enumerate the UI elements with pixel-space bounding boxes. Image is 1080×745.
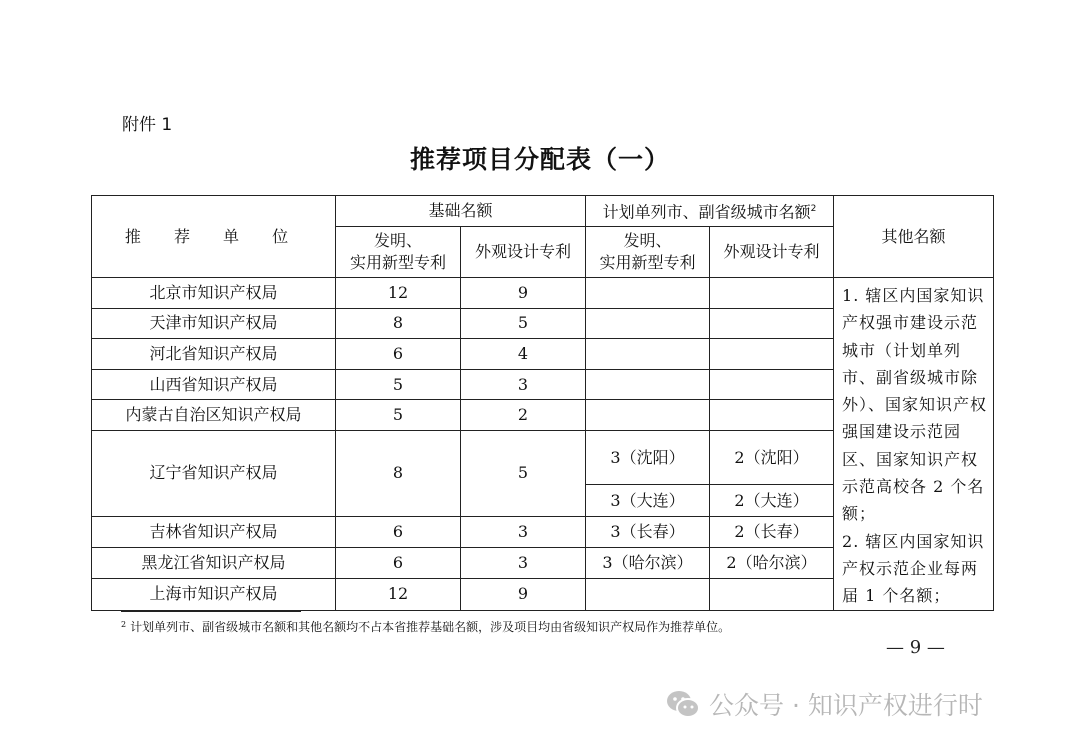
unit-cell: 河北省知识产权局 [92,339,336,370]
base-invention-cell: 8 [336,308,461,339]
base-invention-cell: 5 [336,369,461,400]
unit-cell: 黑龙江省知识产权局 [92,547,336,578]
base-invention-cell: 6 [336,339,461,370]
unit-cell: 内蒙古自治区知识产权局 [92,400,336,431]
city-invention-cell [586,339,710,370]
city-design-cell [710,400,834,431]
city-invention-cell: 3（哈尔滨） [586,547,710,578]
unit-cell: 辽宁省知识产权局 [92,430,336,516]
base-invention-cell: 12 [336,278,461,309]
city-invention-cell [586,579,710,610]
city-invention-cell [586,369,710,400]
header-other-quota: 其他名额 [834,196,994,278]
footnote-text: 计划单列市、副省级城市名额和其他名额均不占本省推荐基础名额，涉及项目均由省级知识产权局作为推荐单位。 [130,620,731,634]
header-city-invention: 发明、 实用新型专利 [586,227,710,278]
header-city-design: 外观设计专利 [710,227,834,278]
header-city-quota: 计划单列市、副省级城市名额$^2$ [586,196,834,227]
other-quota-item: 1. 辖区内国家知识产权强市建设示范城市（计划单列市、副省级城市除外）、国家知识产权强国建设示范园区、国家知识产权示范高校各 2 个名额； [842,286,988,524]
attachment-label: 附件 1 [122,115,173,135]
unit-cell: 北京市知识产权局 [92,278,336,309]
wechat-icon [665,689,701,719]
city-invention-cell [586,400,710,431]
city-design-cell: 2（哈尔滨） [710,547,834,578]
base-invention-cell: 6 [336,547,461,578]
watermark [665,686,983,722]
base-design-cell: 2 [461,400,586,431]
city-design-cell: 2（沈阳） [710,430,834,484]
base-design-cell: 3 [461,369,586,400]
city-design-cell [710,579,834,610]
footnote-ref: 2 [810,204,817,215]
footnote-mark: 2 [121,620,127,629]
base-design-cell: 4 [461,339,586,370]
city-invention-cell: 3（长春） [586,516,710,547]
watermark-text: 公众号 · 知识产权进行时 [709,691,983,720]
unit-cell: 上海市知识产权局 [92,579,336,610]
city-invention-cell [586,308,710,339]
base-design-cell: 9 [461,579,586,610]
base-design-cell: 3 [461,547,586,578]
base-invention-cell: 6 [336,516,461,547]
header-base-quota: 基础名额 [336,196,586,227]
base-design-cell: 9 [461,278,586,309]
city-invention-cell [586,278,710,309]
page-number: — 9 — [886,637,945,658]
unit-cell: 吉林省知识产权局 [92,516,336,547]
base-design-cell: 5 [461,308,586,339]
header-base-invention: 发明、 实用新型专利 [336,227,461,278]
other-quota-cell [834,278,994,611]
city-design-cell: 2（长春） [710,516,834,547]
city-design-cell [710,308,834,339]
footnote-divider [121,611,301,612]
base-design-cell: 5 [461,430,586,516]
page-title: 推荐项目分配表（一） [409,145,670,174]
other-quota-item: 2. 辖区内国家知识产权示范企业每两届 1 个名额； [842,531,985,606]
header-unit: 推 荐 单 位 [92,196,336,278]
table-row [92,278,994,309]
unit-cell: 山西省知识产权局 [92,369,336,400]
header-base-design: 外观设计专利 [461,227,586,278]
city-design-cell [710,339,834,370]
base-invention-cell: 12 [336,579,461,610]
unit-cell: 天津市知识产权局 [92,308,336,339]
allocation-table [91,195,994,611]
base-design-cell: 3 [461,516,586,547]
city-design-cell [710,278,834,309]
city-invention-cell: 3（沈阳） [586,430,710,484]
city-design-cell: 2（大连） [710,485,834,516]
base-invention-cell: 5 [336,400,461,431]
base-invention-cell: 8 [336,430,461,516]
footnote [121,618,730,635]
city-design-cell [710,369,834,400]
city-invention-cell: 3（大连） [586,485,710,516]
